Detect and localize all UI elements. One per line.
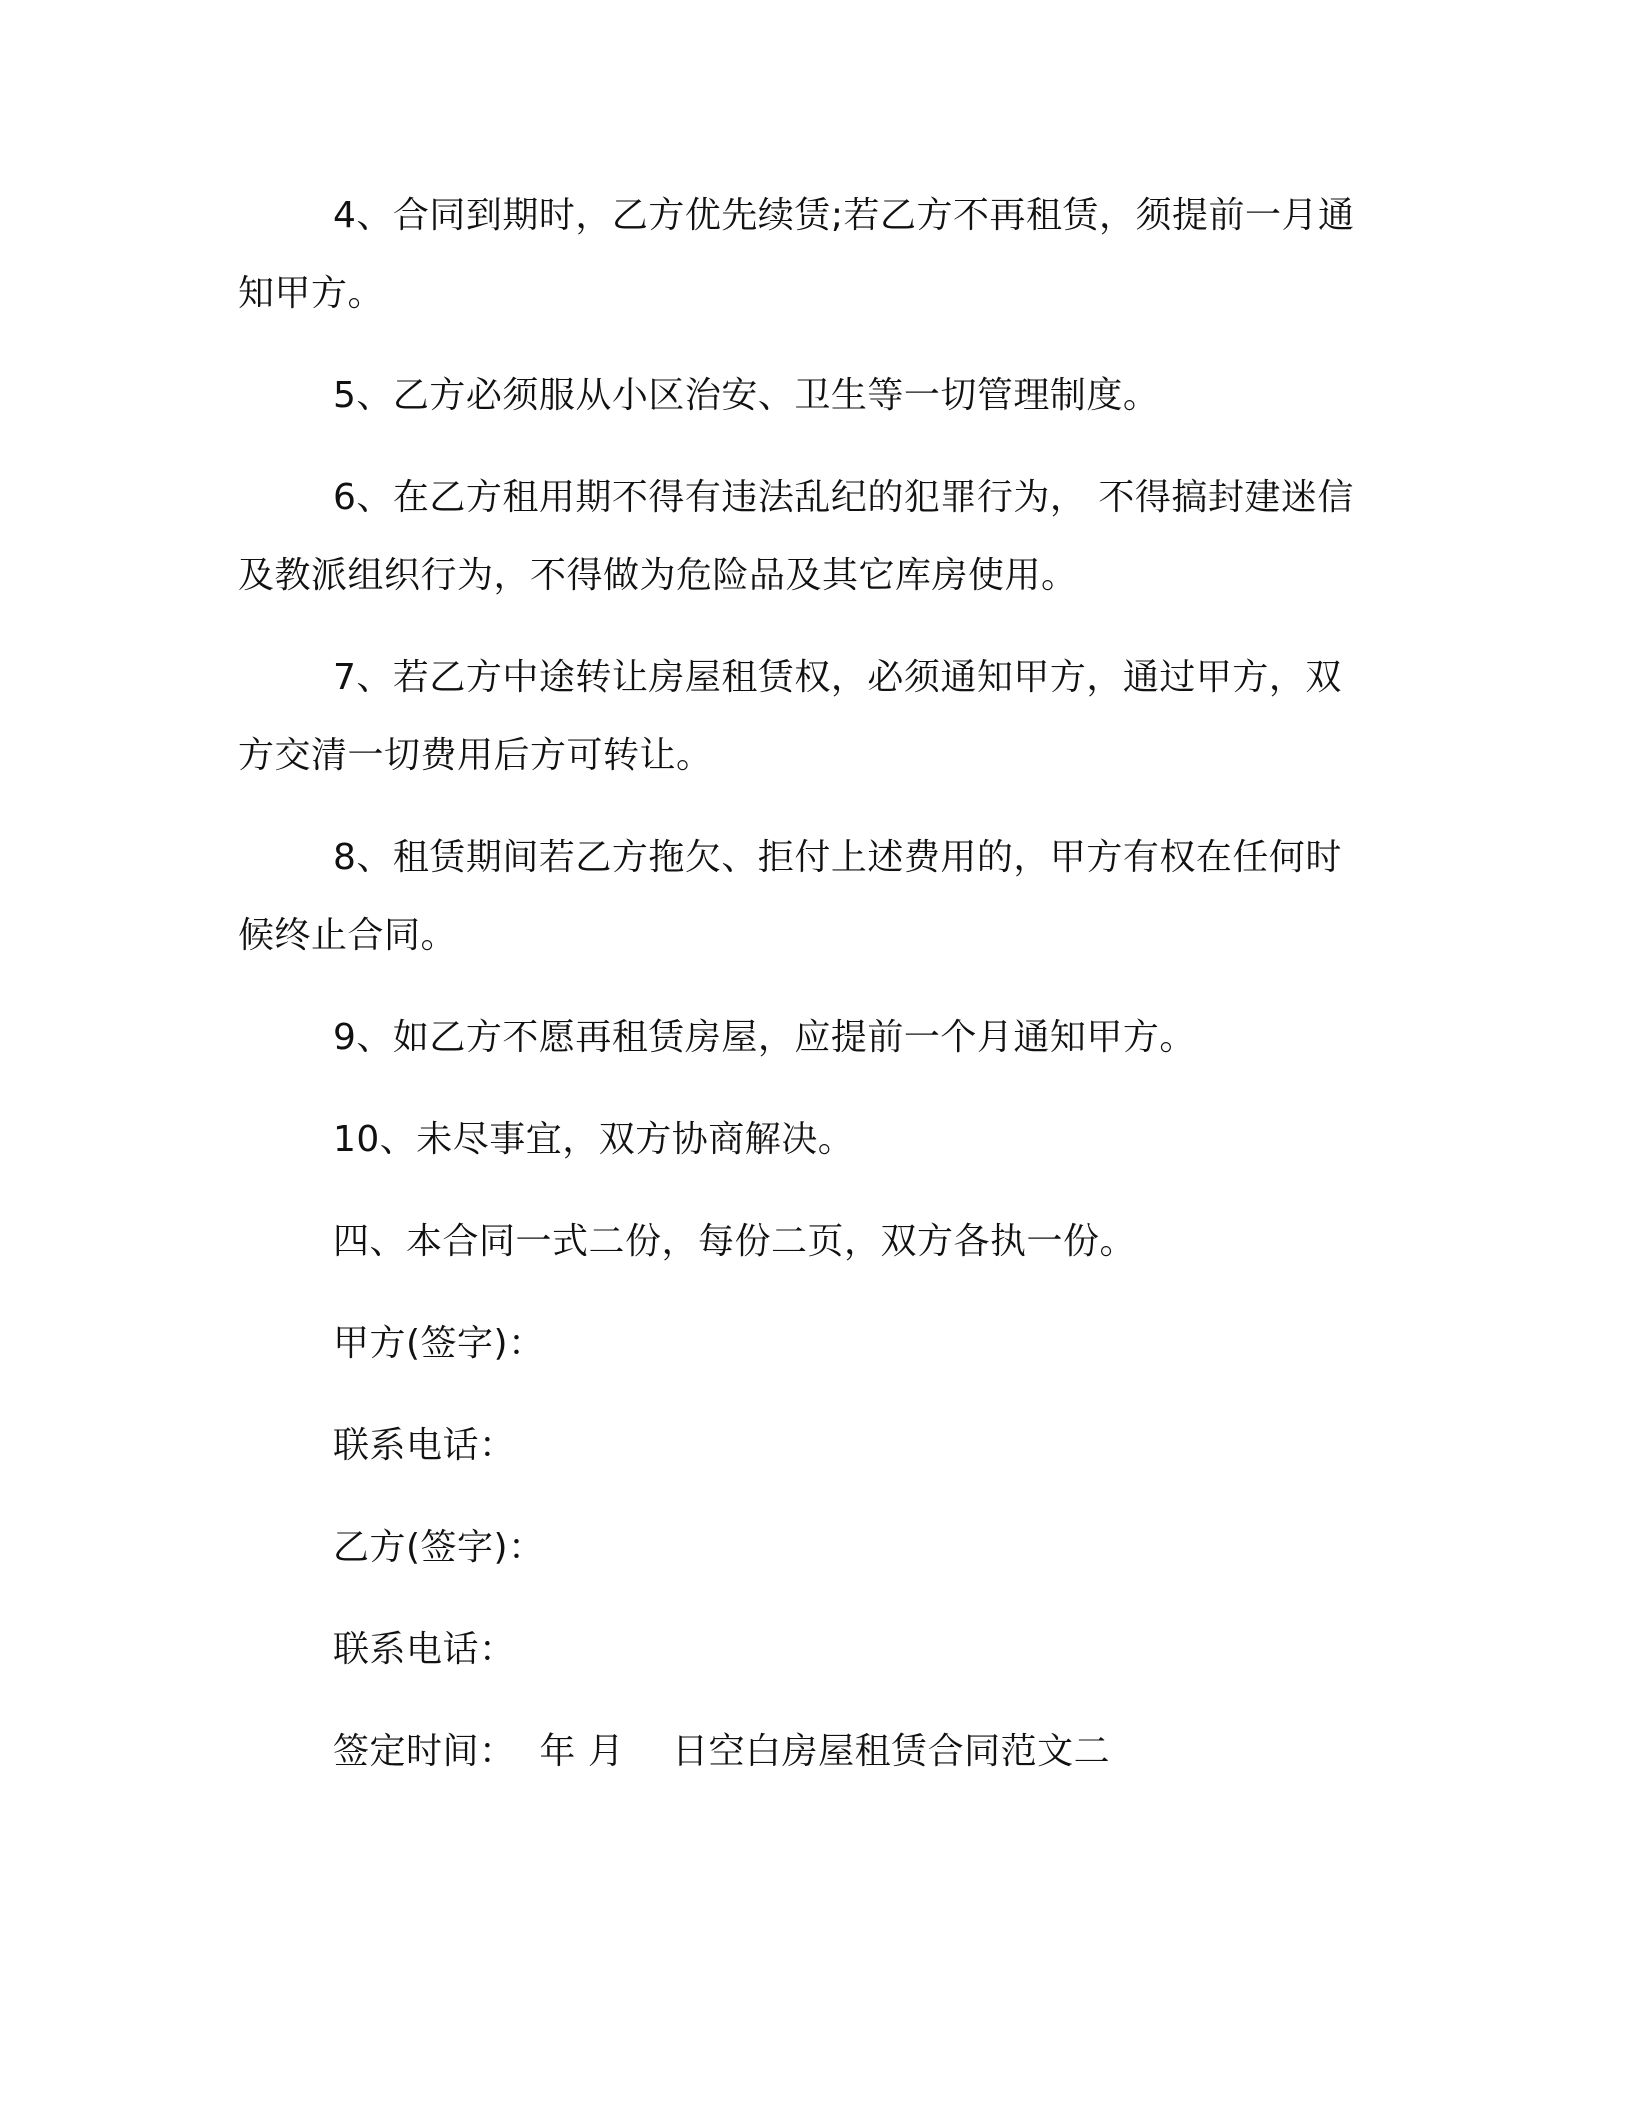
clause-7-line-1: 7、若乙方中途转让房屋租赁权，必须通知甲方，通过甲方，双	[333, 657, 1342, 698]
clause-6-line-2: 及教派组织行为，不得做为危险品及其它库房使用。	[238, 555, 1078, 596]
clause-8-line-1: 8、租赁期间若乙方拖欠、拒付上述费用的，甲方有权在任何时	[333, 837, 1342, 878]
clause-9-line-1: 9、如乙方不愿再租赁房屋，应提前一个月通知甲方。	[333, 1017, 1196, 1058]
signing-date-line: 签定时间： 年 月 日空白房屋租赁合同范文二	[333, 1731, 1111, 1772]
clause-6-line-1: 6、在乙方租用期不得有违法乱纪的犯罪行为， 不得搞封建迷信	[333, 477, 1354, 518]
clause-5-line-1: 5、乙方必须服从小区治安、卫生等一切管理制度。	[333, 375, 1160, 416]
clause-7-line-2: 方交清一切费用后方可转让。	[238, 735, 713, 776]
clause-8-line-2: 候终止合同。	[238, 915, 458, 956]
clause-4-line-2: 知甲方。	[238, 273, 385, 314]
party-a-phone-label: 联系电话：	[333, 1425, 516, 1466]
clause-4-line-1: 4、合同到期时，乙方优先续赁;若乙方不再租赁，须提前一月通	[333, 195, 1355, 236]
section-4-text: 四、本合同一式二份，每份二页，双方各执一份。	[333, 1221, 1137, 1262]
party-b-signature-label: 乙方(签字)：	[333, 1527, 545, 1568]
clause-10-line-1: 10、未尽事宜，双方协商解决。	[333, 1119, 855, 1160]
party-a-signature-label: 甲方(签字)：	[333, 1323, 545, 1364]
party-b-phone-label: 联系电话：	[333, 1629, 516, 1670]
